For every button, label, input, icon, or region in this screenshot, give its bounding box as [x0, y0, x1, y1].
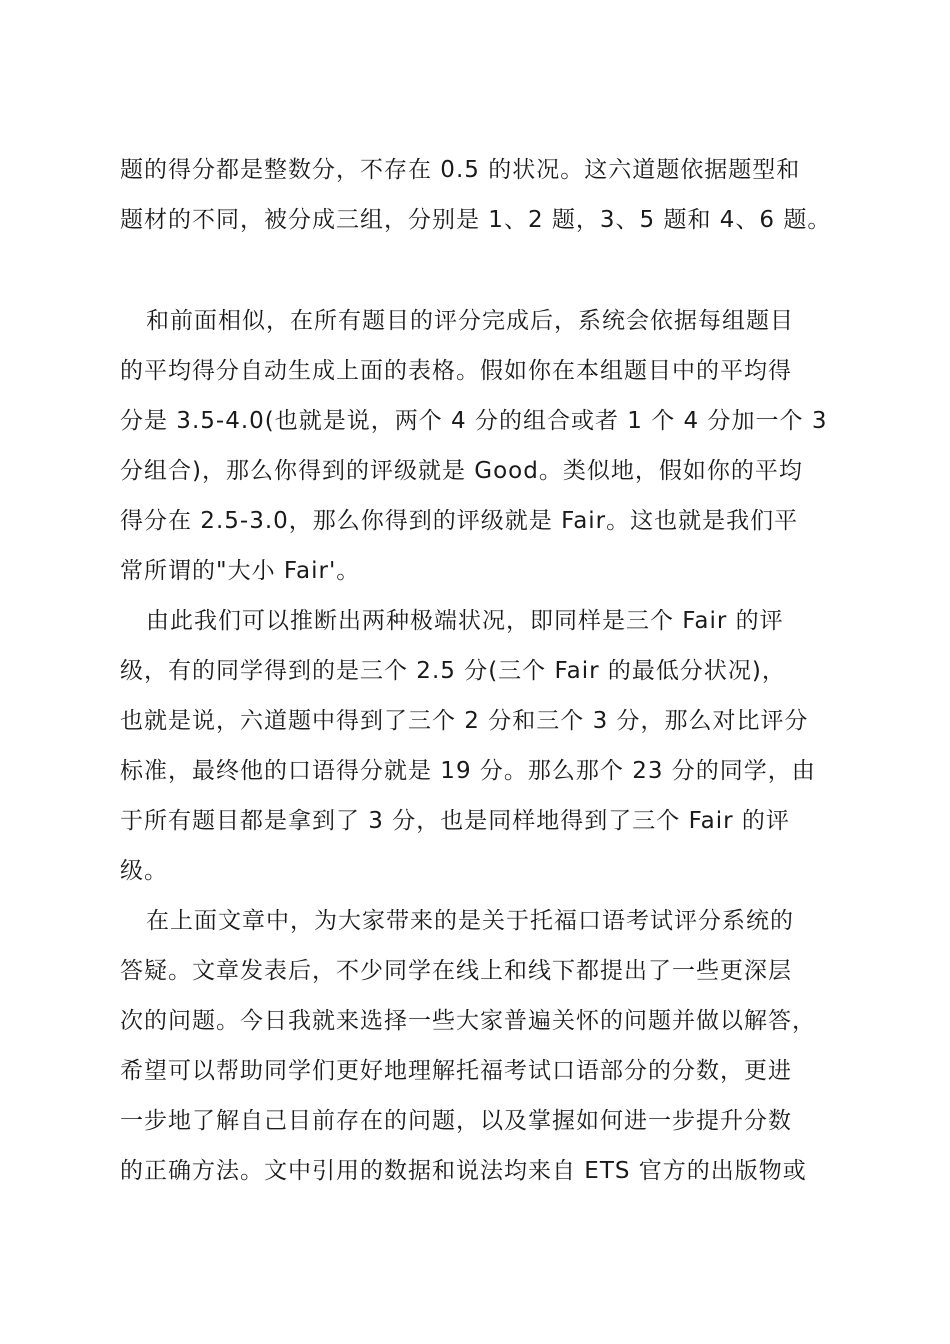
text-line: 分组合)，那么你得到的评级就是 Good。类似地，假如你的平均: [120, 458, 803, 484]
text-line: 级，有的同学得到的是三个 2.5 分(三个 Fair 的最低分状况)，: [120, 658, 786, 684]
paragraph-3: [120, 596, 840, 896]
text-line: 题的得分都是整数分，不存在 0.5 的状况。这六道题依据题型和: [120, 157, 801, 183]
text-line: 分是 3.5-4.0(也就是说，两个 4 分的组合或者 1 个 4 分加一个 3: [120, 408, 828, 434]
text-line: 标准，最终他的口语得分就是 19 分。那么那个 23 分的同学，由: [120, 758, 816, 784]
text-line: 由此我们可以推断出两种极端状况，即同样是三个 Fair 的评: [146, 608, 784, 634]
paragraph-2: [120, 296, 840, 596]
text-line: 在上面文章中，为大家带来的是关于托福口语考试评分系统的: [146, 908, 794, 934]
paragraph-spacer: [120, 245, 840, 296]
paragraph-1: [120, 145, 840, 245]
text-line: 级。: [120, 858, 168, 884]
text-line: 常所谓的"大小 Fair'。: [120, 558, 361, 584]
text-line: 一步地了解自己目前存在的问题，以及掌握如何进一步提升分数: [120, 1108, 792, 1134]
text-line: 于所有题目都是拿到了 3 分，也是同样地得到了三个 Fair 的评: [120, 808, 790, 834]
document-body: [120, 145, 840, 1196]
text-line: 得分在 2.5-3.0，那么你得到的评级就是 Fair。这也就是我们平: [120, 508, 799, 534]
text-line: 希望可以帮助同学们更好地理解托福考试口语部分的分数，更进: [120, 1058, 792, 1084]
text-line: 的正确方法。文中引用的数据和说法均来自 ETS 官方的出版物或: [120, 1158, 807, 1184]
paragraph-4: [120, 896, 840, 1196]
text-line: 次的问题。今日我就来选择一些大家普遍关怀的问题并做以解答，: [120, 1008, 816, 1034]
text-line: 也就是说，六道题中得到了三个 2 分和三个 3 分，那么对比评分: [120, 708, 809, 734]
text-line: 和前面相似，在所有题目的评分完成后，系统会依据每组题目: [146, 308, 794, 334]
text-line: 答疑。文章发表后，不少同学在线上和线下都提出了一些更深层: [120, 958, 792, 984]
text-line: 题材的不同，被分成三组，分别是 1、2 题，3、5 题和 4、6 题。: [120, 207, 832, 233]
text-line: 的平均得分自动生成上面的表格。假如你在本组题目中的平均得: [120, 358, 792, 384]
